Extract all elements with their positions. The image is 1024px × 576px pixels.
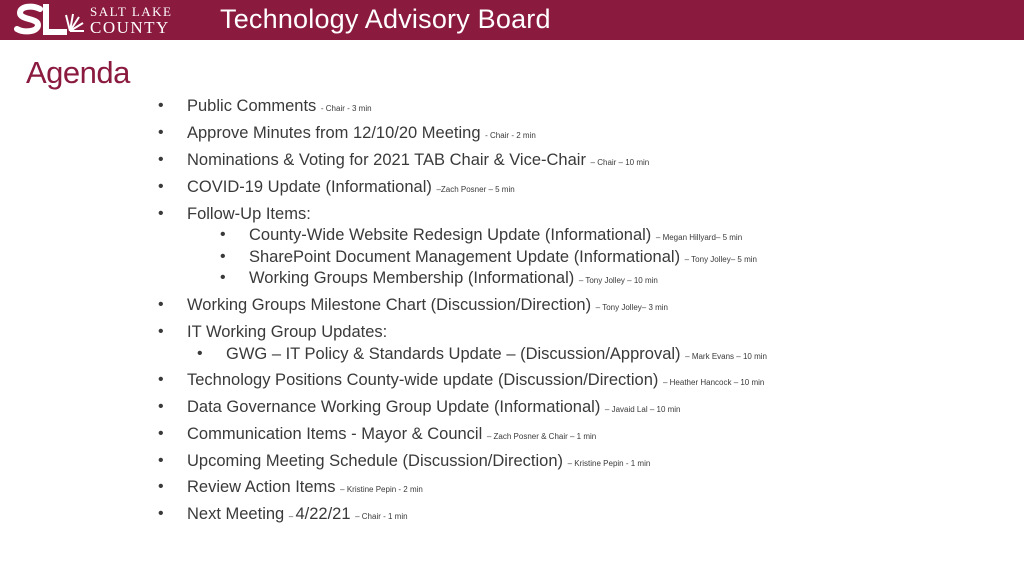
- bullet-icon: •: [197, 345, 203, 362]
- bullet-icon: •: [158, 398, 164, 415]
- agenda-item: [187, 396, 681, 421]
- agenda-item: [187, 294, 668, 319]
- bullet-icon: •: [158, 97, 164, 114]
- agenda-item-note: – Kristine Pepin - 1 min: [567, 459, 651, 468]
- agenda-item-text: Technology Positions County-wide update (Discussion/Direction): [187, 371, 663, 389]
- agenda-item-note: - Chair - 2 min: [485, 131, 536, 140]
- agenda-item-text: SharePoint Document Management Update (Informational): [249, 248, 685, 266]
- page-title: Agenda: [26, 55, 130, 90]
- agenda-item-note: - Chair - 3 min: [320, 104, 372, 113]
- agenda-item-text: COVID-19 Update (Informational): [187, 178, 437, 196]
- agenda-subitem: [226, 343, 767, 368]
- agenda-item-text: Approve Minutes from 12/10/20 Meeting: [187, 124, 486, 142]
- agenda-item-text: Next Meeting: [187, 505, 289, 523]
- bullet-icon: •: [220, 248, 226, 265]
- agenda-item-text: Nominations & Voting for 2021 TAB Chair & Vice-Chair: [187, 151, 591, 169]
- bullet-icon: •: [158, 478, 164, 495]
- logo-line1: SALT LAKE: [90, 3, 173, 19]
- agenda-item-note: – Chair - 1 min: [355, 512, 408, 521]
- bullet-icon: •: [158, 151, 164, 168]
- agenda-item-note: – Tony Jolley – 10 min: [578, 276, 658, 285]
- bullet-icon: •: [158, 124, 164, 141]
- agenda-item-text: Working Groups Milestone Chart (Discussion/Direction): [187, 296, 596, 314]
- agenda-item: [187, 203, 311, 225]
- agenda-item-text: Data Governance Working Group Update (Informational): [187, 398, 605, 416]
- agenda-item-text: Public Comments: [187, 97, 321, 115]
- agenda-item-text: Follow-Up Items:: [187, 205, 311, 223]
- agenda-item: [187, 122, 536, 147]
- bullet-icon: •: [158, 371, 164, 388]
- agenda-subitem: [249, 267, 658, 292]
- agenda-item-text: IT Working Group Updates:: [187, 323, 388, 341]
- agenda-item-note: –: [288, 512, 296, 521]
- agenda-item-note: – Chair – 10 min: [590, 158, 650, 167]
- agenda-item-text: Review Action Items: [187, 478, 341, 496]
- logo-line2: COUNTY: [90, 17, 170, 37]
- bullet-icon: •: [220, 226, 226, 243]
- agenda-item-text: Upcoming Meeting Schedule (Discussion/Direction): [187, 452, 568, 470]
- agenda-item-text: Working Groups Membership (Informational): [249, 269, 579, 287]
- bullet-icon: •: [158, 178, 164, 195]
- agenda-item: [187, 176, 515, 201]
- agenda-item-note: – Heather Hancock – 10 min: [662, 378, 765, 387]
- agenda-item: [187, 503, 408, 528]
- agenda-item-date: 4/22/21: [295, 505, 356, 523]
- bullet-icon: •: [158, 425, 164, 442]
- agenda-item-note: – Megan Hillyard– 5 min: [655, 233, 743, 242]
- agenda-item: [187, 369, 764, 394]
- bullet-icon: •: [158, 205, 164, 222]
- agenda-item: [187, 95, 372, 120]
- agenda-item: [187, 423, 596, 448]
- agenda-item-note: – Zach Posner & Chair – 1 min: [486, 432, 597, 441]
- agenda-item: [187, 450, 650, 475]
- bullet-icon: •: [158, 452, 164, 469]
- agenda-item-note: – Kristine Pepin - 2 min: [340, 485, 423, 494]
- agenda-item-text: County-Wide Website Redesign Update (Informational): [249, 226, 656, 244]
- agenda-item-note: – Tony Jolley– 5 min: [684, 255, 757, 264]
- agenda-item-note: – Tony Jolley– 3 min: [595, 303, 669, 312]
- agenda-item: [187, 476, 423, 501]
- agenda-item: [187, 149, 649, 174]
- agenda-item-text: GWG – IT Policy & Standards Update – (Discussion/Approval): [226, 345, 686, 363]
- agenda-item-note: – Mark Evans – 10 min: [685, 352, 767, 361]
- bullet-icon: •: [220, 269, 226, 286]
- bullet-icon: •: [158, 505, 164, 522]
- agenda-item-note: – Javaid Lal – 10 min: [604, 405, 681, 414]
- agenda-item: [187, 321, 387, 343]
- agenda-item-note: –Zach Posner – 5 min: [436, 185, 515, 194]
- bullet-icon: •: [158, 296, 164, 313]
- agenda-item-text: Communication Items - Mayor & Council: [187, 425, 487, 443]
- header-title: Technology Advisory Board: [220, 4, 551, 34]
- bullet-icon: •: [158, 323, 164, 340]
